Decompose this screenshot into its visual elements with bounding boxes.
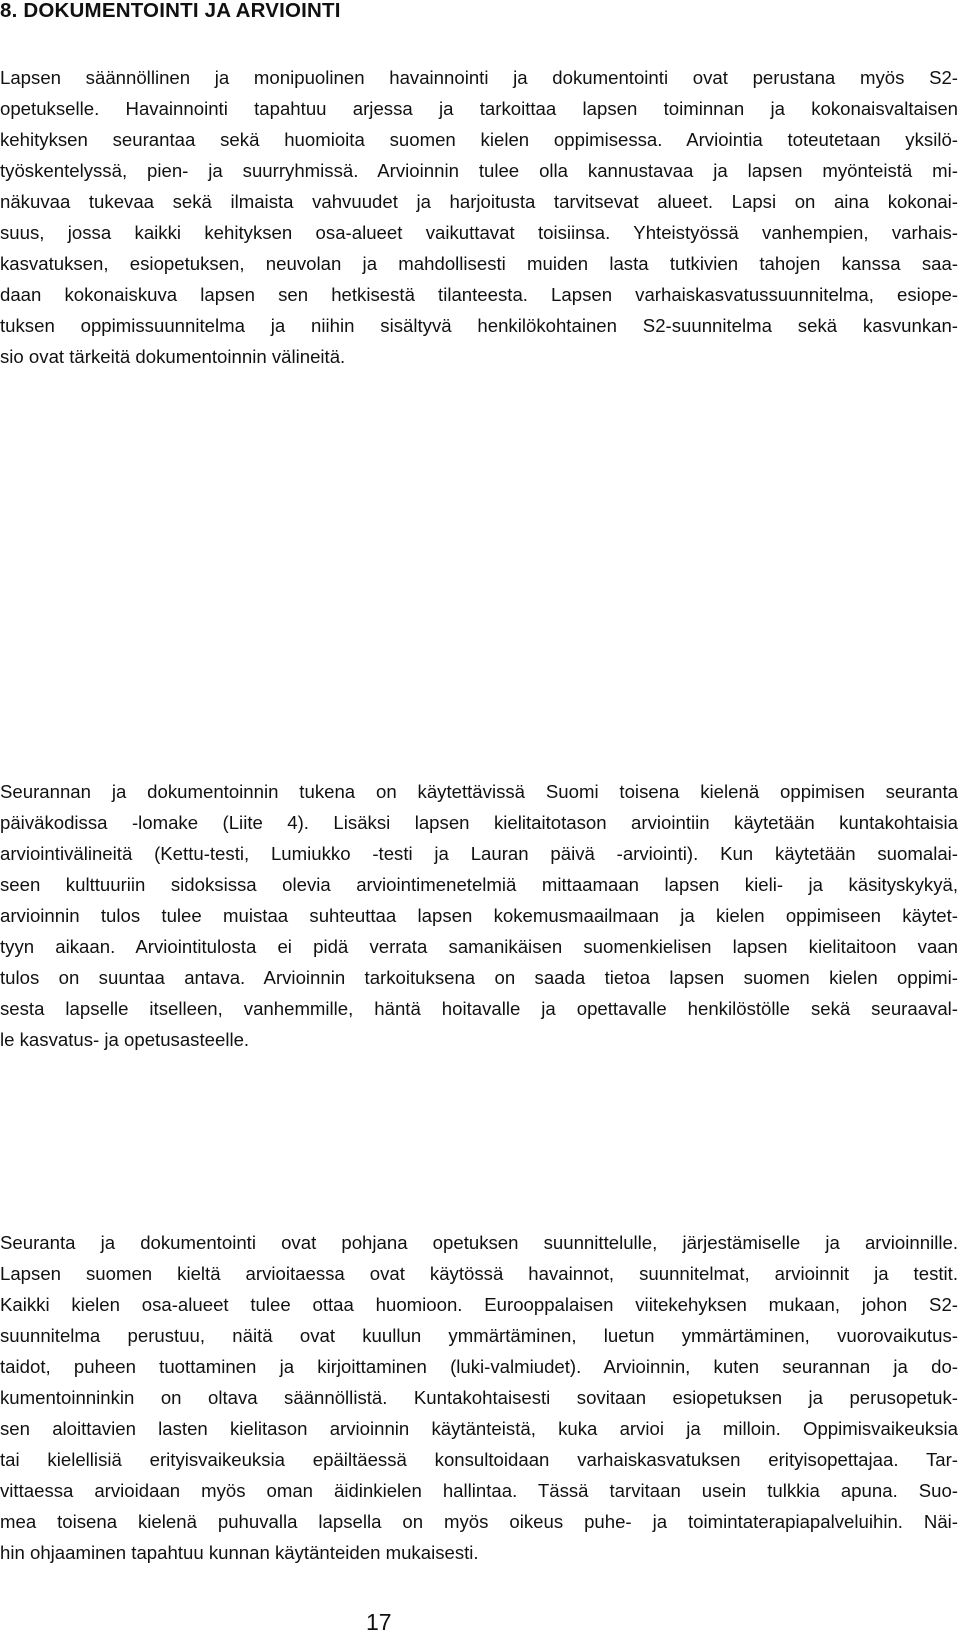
text-line: tai kielellisiä erityisvaikeuksia epäiltäessä konsultoidaan varhaiskasvatuksen erityisopettajaa. Tar- (0, 1449, 958, 1470)
text-line: Seuranta ja dokumentointi ovat pohjana opetuksen suunnittelulle, järjestämiselle ja arvioinnille. (0, 1232, 958, 1253)
text-line: sen aloittavien lasten kielitason arvioinnin käytänteistä, kuka arvioi ja milloin. Oppimisvaikeuksia (0, 1418, 958, 1439)
paragraph-monitoring-planning (0, 1227, 958, 1568)
text-line: tyyn aikaan. Arviointitulosta ei pidä verrata samanikäisen suomenkielisen lapsen kielitaitoon vaan (0, 936, 958, 957)
text-line: suunnitelma perustuu, näitä ovat kuullun ymmärtäminen, luetun ymmärtäminen, vuorovaikutus- (0, 1325, 958, 1346)
text-line: le kasvatus- ja opetusasteelle. (0, 1029, 250, 1050)
text-line: mea toisena kielenä puhuvalla lapsella on myös oikeus puhe- ja toimintaterapiapalveluihin. Näi- (0, 1511, 958, 1532)
text-line: Lapsen suomen kieltä arvioitaessa ovat käytössä havainnot, suunnitelmat, arvioinnit ja testit. (0, 1263, 958, 1284)
text-line: vittaessa arvioidaan myös oman äidinkielen hallintaa. Tässä tarvitaan usein tulkkia apuna. Suo- (0, 1480, 958, 1501)
text-line: daan kokonaiskuva lapsen sen hetkisestä tilanteesta. Lapsen varhaiskasvatussuunnitelma, esiope- (0, 284, 958, 305)
text-line: kasvatuksen, esiopetuksen, neuvolan ja mahdollisesti muiden lasta tutkivien tahojen kanssa saa- (0, 253, 958, 274)
paragraph-assessment-tools (0, 776, 958, 1055)
text-line: sio ovat tärkeitä dokumentoinnin välineitä. (0, 346, 346, 367)
text-line: tulos on suuntaa antava. Arvioinnin tarkoituksena on saada tietoa lapsen suomen kielen oppimi- (0, 967, 958, 988)
text-line: tuksen oppimissuunnitelma ja niihin sisältyvä henkilökohtainen S2-suunnitelma sekä kasvunkan- (0, 315, 958, 336)
text-line: kehityksen seurantaa sekä huomioita suomen kielen oppimisessa. Arviointia toteutetaan yksilö- (0, 129, 958, 150)
paragraph-documentation-basics (0, 62, 958, 372)
text-line: kumentoinninkin on oltava säännöllistä. Kuntakohtaisesti sovitaan esiopetuksen ja perusopetuk- (0, 1387, 958, 1408)
text-line: arvioinnin tulos tulee muistaa suhteuttaa lapsen kokemusmaailmaan ja kielen oppimiseen käytet- (0, 905, 958, 926)
text-line: opetukselle. Havainnointi tapahtuu arjessa ja tarkoittaa lapsen toiminnan ja kokonaisvaltaisen (0, 98, 958, 119)
section-heading: 8. DOKUMENTOINTI JA ARVIOINTI (0, 0, 341, 22)
text-line: Lapsen säännöllinen ja monipuolinen havainnointi ja dokumentointi ovat perustana myös S2- (0, 67, 958, 88)
text-line: sesta lapselle itselleen, vanhemmille, häntä hoitavalle ja opettavalle henkilöstölle sekä seuraaval- (0, 998, 958, 1019)
text-line: Seurannan ja dokumentoinnin tukena on käytettävissä Suomi toisena kielenä oppimisen seuranta (0, 781, 958, 802)
text-line: hin ohjaaminen tapahtuu kunnan käytänteiden mukaisesti. (0, 1542, 479, 1563)
text-line: suus, jossa kaikki kehityksen osa-alueet vaikuttavat toisiinsa. Yhteistyössä vanhempien, varhais- (0, 222, 958, 243)
text-line: taidot, puheen tuottaminen ja kirjoittaminen (luki-valmiudet). Arvioinnin, kuten seurannan ja do- (0, 1356, 958, 1377)
text-line: näkuvaa tukevaa sekä ilmaista vahvuudet ja harjoitusta tarvitsevat alueet. Lapsi on aina kokonai- (0, 191, 958, 212)
page-number: 17 (366, 1609, 392, 1635)
text-line: Kaikki kielen osa-alueet tulee ottaa huomioon. Eurooppalaisen viitekehyksen mukaan, johon S2- (0, 1294, 958, 1315)
text-line: seen kulttuuriin sidoksissa olevia arviointimenetelmiä mittaamaan lapsen kieli- ja käsityskykyä, (0, 874, 958, 895)
text-line: työskentelyssä, pien- ja suurryhmissä. Arvioinnin tulee olla kannustavaa ja lapsen myönteistä mi- (0, 160, 958, 181)
text-line: arviointivälineitä (Kettu-testi, Lumiukko -testi ja Lauran päivä -arviointi). Kun käytetään suomalai- (0, 843, 958, 864)
text-line: päiväkodissa -lomake (Liite 4). Lisäksi lapsen kielitaitotason arviointiin käytetään kuntakohtaisia (0, 812, 958, 833)
